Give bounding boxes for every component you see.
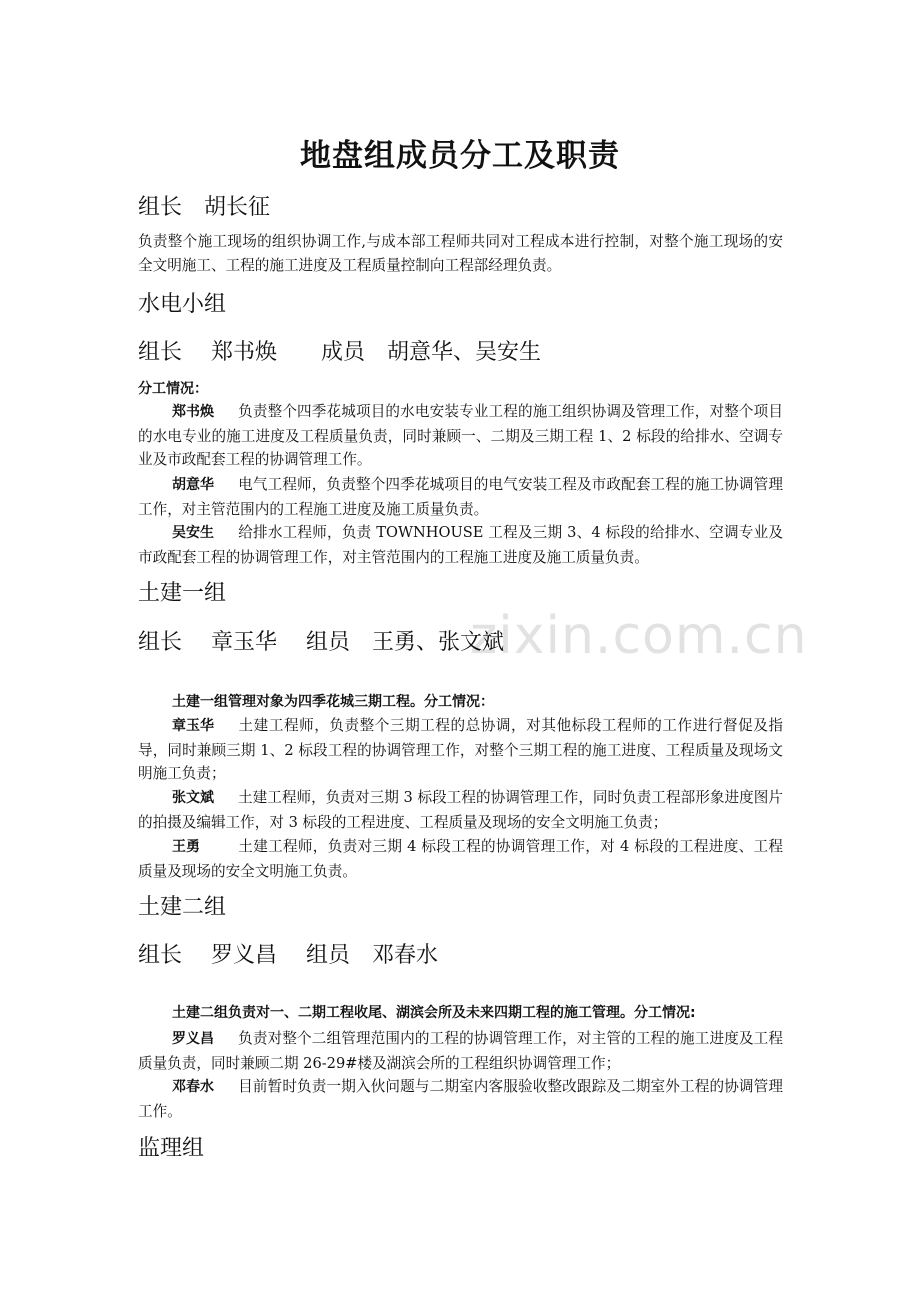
civil-one-heading: 土建一组 [138,581,227,606]
duty-paragraph [138,473,783,521]
civil-two-heading: 土建二组 [138,895,227,920]
member-name: 邓春水 [172,1079,214,1095]
member-duty: 电气工程师，负责整个四季花城项目的电气安装工程及市政配套工程的施工协调管理工作，对主管范围内的工程施工进度及施工质量负责。 [138,476,783,518]
civil-one-note: 土建一组管理对象为四季花城三期工程。分工情况： [172,694,494,710]
member-duty: 土建工程师，负责对三期 4 标段工程的协调管理工作，对 4 标段的工程进度、工程质量及现场的安全文明施工负责。 [138,838,783,880]
duty-paragraph [138,521,783,569]
member-name: 罗义昌 [172,1031,214,1047]
supervision-heading: 监理组 [138,1136,205,1161]
member-name: 章玉华 [172,718,214,734]
civil-one-members: 组长 章玉华 组员 王勇、张文斌 [138,630,504,655]
member-duty: 给排水工程师，负责 TOWNHOUSE 工程及三期 3、4 标段的给排水、空调专业及市政配套工程的协调管理工作，对主管范围内的工程施工进度及施工质量负责。 [138,524,783,566]
team-leader-description: 负责整个施工现场的组织协调工作,与成本部工程师共同对工程成本进行控制，对整个施工现场的安全文明施工、工程的施工进度及工程质量控制向工程部经理负责。 [138,233,783,274]
water-elec-division-label: 分工情况： [138,381,208,397]
member-duty: 目前暂时负责一期入伙问题与二期室内客服验收整改跟踪及二期室外工程的协调管理工作。 [138,1078,783,1120]
water-elec-heading: 水电小组 [138,292,227,317]
member-duty: 土建工程师，负责整个三期工程的总协调，对其他标段工程师的工作进行督促及指导，同时兼顾三期 1、2 标段工程的协调管理工作，对整个三期工程的施工进度、工程质量及现场文明施工负责； [138,717,783,782]
member-duty: 负责对整个二组管理范围内的工程的协调管理工作，对主管的工程的施工进度及工程质量负责，同时兼顾二期 26-29#楼及湖滨会所的工程组织协调管理工作； [138,1030,783,1072]
civil-two-note: 土建二组负责对一、二期工程收尾、湖滨会所及未来四期工程的施工管理。分工情况: [172,1005,696,1021]
civil-two-members: 组长 罗义昌 组员 邓春水 [138,943,438,968]
duty-paragraph [138,400,783,472]
member-duty: 土建工程师，负责对三期 3 标段工程的协调管理工作，同时负责工程部形象进度图片的拍摄及编辑工作，对 3 标段的工程进度、工程质量及现场的安全文明施工负责； [138,789,783,831]
team-leader-heading: 组长 胡长征 [138,195,271,220]
duty-paragraph [138,1027,783,1075]
member-name: 吴安生 [172,525,214,541]
duty-paragraph [138,786,783,834]
member-duty: 负责整个四季花城项目的水电安装专业工程的施工组织协调及管理工作，对整个项目的水电专业的施工进度及工程质量负责，同时兼顾一、二期及三期工程 1、2 标段的给排水、空调专业及市政配套工程的协调管理工作。 [138,403,783,468]
member-name: 胡意华 [172,477,214,493]
member-name: 郑书焕 [172,404,214,420]
page-title: 地盘组成员分工及职责 [300,138,620,174]
duty-paragraph [138,714,783,786]
member-name: 张文斌 [172,790,214,806]
water-elec-members: 组长 郑书焕 成员 胡意华、吴安生 [138,340,541,365]
member-name: 王勇 [172,839,200,855]
watermark: zixin.com.cn [470,606,808,666]
duty-paragraph [138,1075,783,1123]
duty-paragraph [138,835,783,883]
